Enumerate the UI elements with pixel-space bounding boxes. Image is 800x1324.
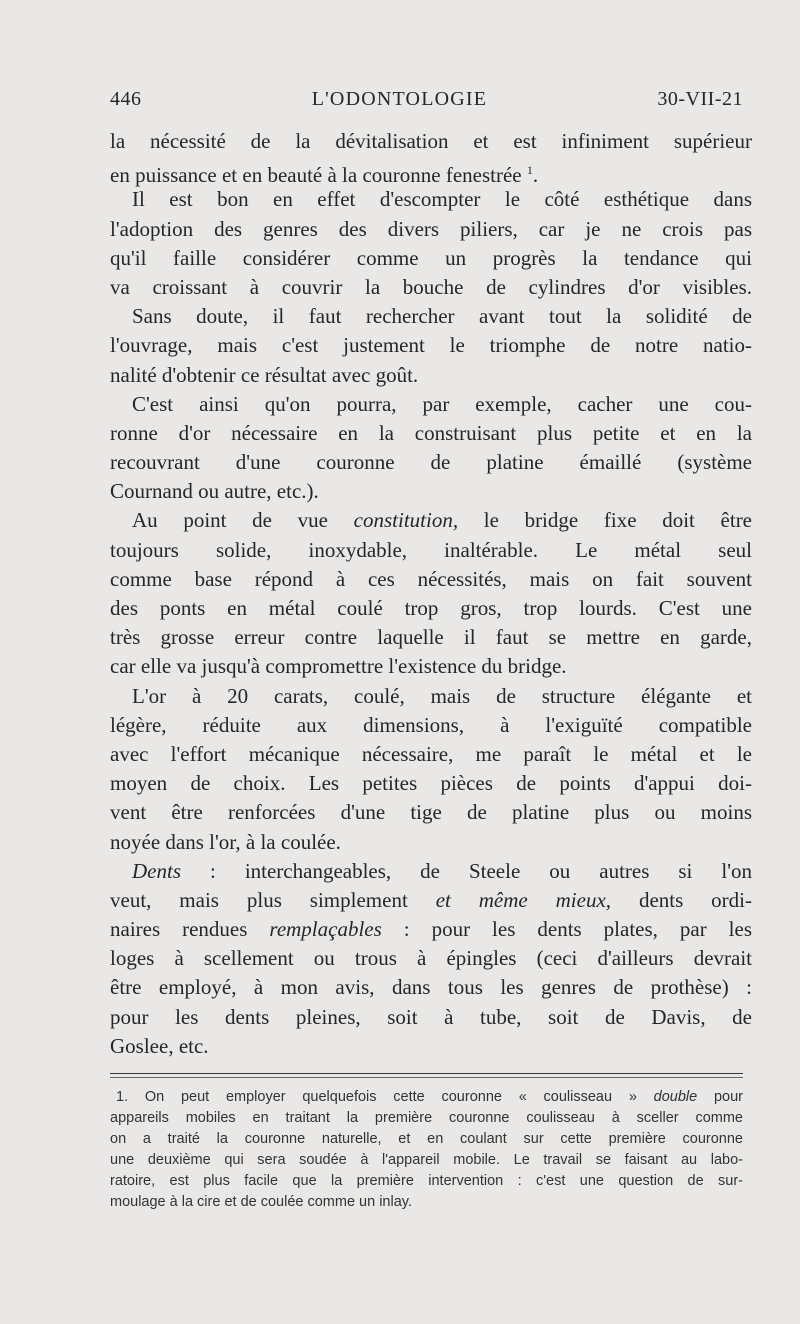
text-line: C'est ainsi qu'on pourra, par exemple, cacher une cou-	[132, 391, 752, 416]
text-line: légère, réduite aux dimensions, à l'exiguïté compatible	[110, 712, 752, 737]
text-line: être employé, à mon avis, dans tous les genres de prothèse) :	[110, 975, 752, 1000]
text-line: Dents : interchangeables, de Steele ou autres si l'on	[132, 858, 752, 883]
footnote-divider-secondary	[110, 1077, 743, 1078]
text-line: nalité d'obtenir ce résultat avec goût.	[110, 362, 419, 387]
text-line: noyée dans l'or, à la coulée.	[110, 829, 341, 854]
text-line: vent être renforcées d'une tige de platine plus ou moins	[110, 800, 752, 825]
text-line: avec l'effort mécanique nécessaire, me paraît le métal et le	[110, 741, 752, 766]
body-text	[110, 127, 752, 1061]
text-line: pour les dents pleines, soit à tube, soit de Davis, de	[110, 1004, 752, 1029]
italic-term: et même mieux,	[435, 887, 612, 912]
text-line: des ponts en métal coulé trop gros, trop lourds. C'est une	[110, 596, 752, 620]
italic-term: constitution,	[353, 508, 459, 533]
text-line: Il est bon en effet d'escompter le côté esthétique dans	[132, 187, 752, 212]
footnote-line: 1. On peut employer quelquefois cette couronne « coulisseau » double pour	[116, 1089, 743, 1105]
italic-term: remplaçables	[269, 917, 382, 942]
text-line: toujours solide, inoxydable, inaltérable. Le métal seul	[110, 537, 752, 562]
footnote	[110, 1087, 743, 1213]
text-line: Au point de vue constitution, le bridge fixe doit être	[132, 508, 753, 533]
text-line: L'or à 20 carats, coulé, mais de structure élégante et	[132, 683, 752, 708]
text-line: moyen de choix. Les petites pièces de points d'appui doi-	[110, 771, 752, 796]
footnote-line: on a traité la couronne naturelle, et en coulant sur cette première couronne	[110, 1131, 743, 1147]
text-line: car elle va jusqu'à compromettre l'existence du bridge.	[110, 654, 567, 679]
text-line: Sans doute, il faut rechercher avant tout la solidité de	[132, 304, 752, 329]
text-line: recouvrant d'une couronne de platine émaillé (système	[110, 450, 752, 475]
text-line: veut, mais plus simplement et même mieux, dents ordi-	[110, 887, 752, 912]
text-line: très grosse erreur contre laquelle il faut se mettre en garde,	[110, 625, 752, 650]
text-line: l'adoption des genres des divers piliers, car je ne crois pas	[110, 216, 752, 241]
italic-term: double	[653, 1089, 698, 1105]
footnote-line: appareils mobiles en traitant la première couronne coulisseau à sceller comme	[110, 1110, 743, 1126]
text-line: Goslee, etc.	[110, 1033, 209, 1058]
text-line: loges à scellement ou trous à épingles (ceci d'ailleurs devrait	[110, 946, 752, 971]
page-number: 446	[110, 88, 142, 110]
footnote-ref: 1	[526, 163, 533, 178]
text-line: comme base répond à ces nécessités, mais on fait souvent	[110, 566, 752, 591]
text-line: ronne d'or nécessaire en la construisant plus petite et en la	[110, 420, 752, 445]
footnote-line: moulage à la cire et de coulée comme un inlay.	[110, 1194, 412, 1210]
footnote-line: une deuxième qui sera soudée à l'appareil mobile. Le travail se faisant au labo-	[110, 1152, 743, 1168]
italic-term: Dents	[132, 858, 181, 883]
text-line: va croissant à couvrir la bouche de cylindres d'or visibles.	[110, 274, 752, 299]
footnote-number: 1.	[116, 1089, 129, 1105]
text-line: l'ouvrage, mais c'est justement le triomphe de notre natio-	[110, 333, 752, 358]
text-line: Cournand ou autre, etc.).	[110, 479, 319, 504]
footnote-line: ratoire, est plus facile que la première intervention : c'est une question de sur-	[110, 1173, 743, 1189]
text-line: en puissance et en beauté à la couronne fenestrée $^1$.	[110, 163, 539, 188]
text-line: naires rendues remplaçables : pour les dents plates, par les	[110, 917, 753, 942]
text-line: la nécessité de la dévitalisation et est infiniment supérieur	[110, 129, 752, 153]
running-header	[110, 88, 743, 111]
text-line: qu'il faille considérer comme un progrès la tendance qui	[110, 245, 752, 270]
journal-title: L'ODONTOLOGIE	[311, 88, 488, 110]
footnote-divider	[110, 1073, 743, 1074]
issue-date: 30-VII-21	[657, 88, 743, 110]
